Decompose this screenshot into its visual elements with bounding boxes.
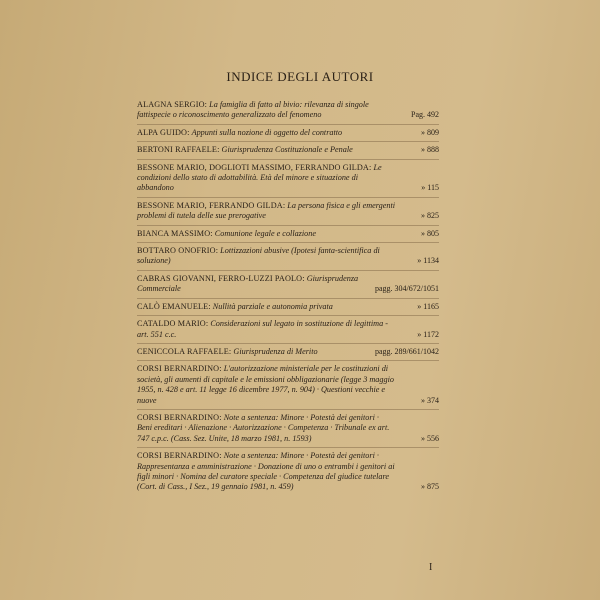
index-entry: [137, 128, 439, 138]
divider: [137, 197, 439, 198]
divider: [137, 159, 439, 160]
entry-author: CENICCOLA RAFFAELE:: [137, 346, 232, 356]
index-entry: [137, 364, 439, 406]
divider: [137, 298, 439, 299]
index-entry: [137, 319, 439, 340]
index-entry: [137, 451, 439, 493]
entry-text: [137, 364, 395, 406]
entry-text: [137, 145, 395, 155]
entry-author: CABRAS GIOVANNI, FERRO-LUZZI PAOLO:: [137, 273, 305, 283]
entry-work: Giurisprudenza Costituzionale e Penale: [221, 145, 353, 155]
entry-author: BOTTARO ONOFRIO:: [137, 246, 219, 256]
entry-page: » 1165: [417, 301, 439, 311]
entry-work: Comunione legale e collazione: [214, 228, 316, 238]
entry-page: » 115: [421, 183, 439, 193]
entry-page: pagg. 304/672/1051: [375, 284, 439, 294]
entry-text: [137, 163, 395, 194]
entry-page: » 556: [421, 433, 439, 443]
divider: [137, 270, 439, 271]
entry-author: BERTONI RAFFAELE:: [137, 145, 220, 155]
entry-text: [137, 451, 395, 493]
entry-text: [137, 229, 395, 239]
entry-author: CALÒ EMANUELE:: [137, 301, 211, 311]
entry-text: [137, 128, 395, 138]
entry-author: CATALDO MARIO:: [137, 319, 209, 329]
entry-work: Appunti sulla nozione di oggetto del contratto: [191, 127, 343, 137]
index-entry: [137, 347, 439, 357]
page-number: I: [429, 562, 433, 573]
index-entry: [137, 201, 439, 222]
entry-author: BESSONE MARIO, FERRANDO GILDA:: [137, 200, 286, 210]
entry-work: La persona fisica e gli emergenti problemi di tutela delle sue prerogative: [137, 200, 396, 221]
entry-work: La famiglia di fatto al bivio: rilevanza di singole fattispecie o riconoscimento generalizzato del fenomeno: [137, 100, 369, 120]
entry-text: [137, 347, 395, 357]
entry-author: BIANCA MASSIMO:: [137, 228, 213, 238]
divider: [137, 343, 439, 344]
entry-work: Lottizzazioni abusive (Ipotesi fanta-scientifica di soluzione): [137, 246, 380, 266]
divider: [137, 225, 439, 226]
divider: [137, 315, 439, 316]
entry-work: L'autorizzazione ministeriale per le costituzioni di società, gli aumenti di capitale e le emissioni obbligazionarie (legge 3 maggio 1955, n. 428 e art. 11 legge 16 dicembre 1977, n. 904) · Questioni vecchie e nuove: [137, 364, 394, 405]
entry-author: ALPA GUIDO:: [137, 127, 190, 137]
entry-work: Considerazioni sul legato in sostituzione di legittima - art. 551 c.c.: [137, 319, 388, 339]
entry-work: Giurisprudenza di Merito: [233, 346, 318, 356]
divider: [137, 124, 439, 125]
divider: [137, 242, 439, 243]
entry-page: » 1172: [417, 329, 439, 339]
entry-page: » 805: [421, 228, 439, 238]
page-title: INDICE DEGLI AUTORI: [226, 69, 374, 84]
entry-author: ALAGNA SERGIO:: [137, 100, 208, 109]
entry-page: » 374: [421, 395, 439, 405]
index-entry: [137, 229, 439, 239]
entry-work: Note a sentenza: Minore · Potestà dei genitori · Rappresentanza e amministrazione · Donazione di uno o entrambi i genitori ai figli minori · Nomina del curatore speciale · Competenza del giudice tutelare (Cort. di Cass., I Sez., 19 gennaio 1981, n. 459): [137, 451, 395, 492]
entry-work: Note a sentenza: Minore · Potestà dei genitori · Beni ereditari · Alienazione · Autorizzazione · Competenza · Tribunale ex art. 747 c.p.c. (Cass. Sez. Unite, 18 marzo 1981, n. 1593): [137, 412, 390, 443]
author-index-list: [137, 100, 439, 493]
entry-work: Le condizioni dello stato di adottabilità. Età del minore e situazione di abbandono: [137, 162, 382, 193]
index-entry: [137, 302, 439, 312]
entry-work: Nullità parziale e autonomia privata: [212, 301, 333, 311]
entry-text: [137, 201, 395, 222]
entry-text: [137, 246, 395, 267]
entry-page: Pag. 492: [411, 110, 439, 120]
entry-author: CORSI BERNARDINO:: [137, 451, 222, 461]
entry-page: » 875: [421, 482, 439, 492]
entry-page: » 809: [421, 127, 439, 137]
entry-text: [137, 100, 395, 121]
index-entry: [137, 413, 439, 444]
entry-author: BESSONE MARIO, DOGLIOTI MASSIMO, FERRANDO GILDA:: [137, 162, 372, 172]
entry-text: [137, 319, 395, 340]
index-entry: [137, 145, 439, 155]
entry-page: pagg. 289/661/1042: [375, 346, 439, 356]
divider: [137, 409, 439, 410]
entry-page: » 825: [421, 211, 439, 221]
index-entry: [137, 163, 439, 194]
entry-work: Giurisprudenza Commerciale: [137, 273, 359, 294]
divider: [137, 447, 439, 448]
entry-page: » 1134: [417, 256, 439, 266]
entry-author: CORSI BERNARDINO:: [137, 364, 222, 374]
divider: [137, 141, 439, 142]
entry-text: [137, 274, 395, 295]
index-entry: [137, 274, 439, 295]
index-entry: [137, 100, 439, 121]
entry-text: [137, 413, 395, 444]
entry-author: CORSI BERNARDINO:: [137, 412, 222, 422]
index-entry: [137, 246, 439, 267]
entry-page: » 888: [421, 145, 439, 155]
divider: [137, 360, 439, 361]
entry-text: [137, 302, 395, 312]
